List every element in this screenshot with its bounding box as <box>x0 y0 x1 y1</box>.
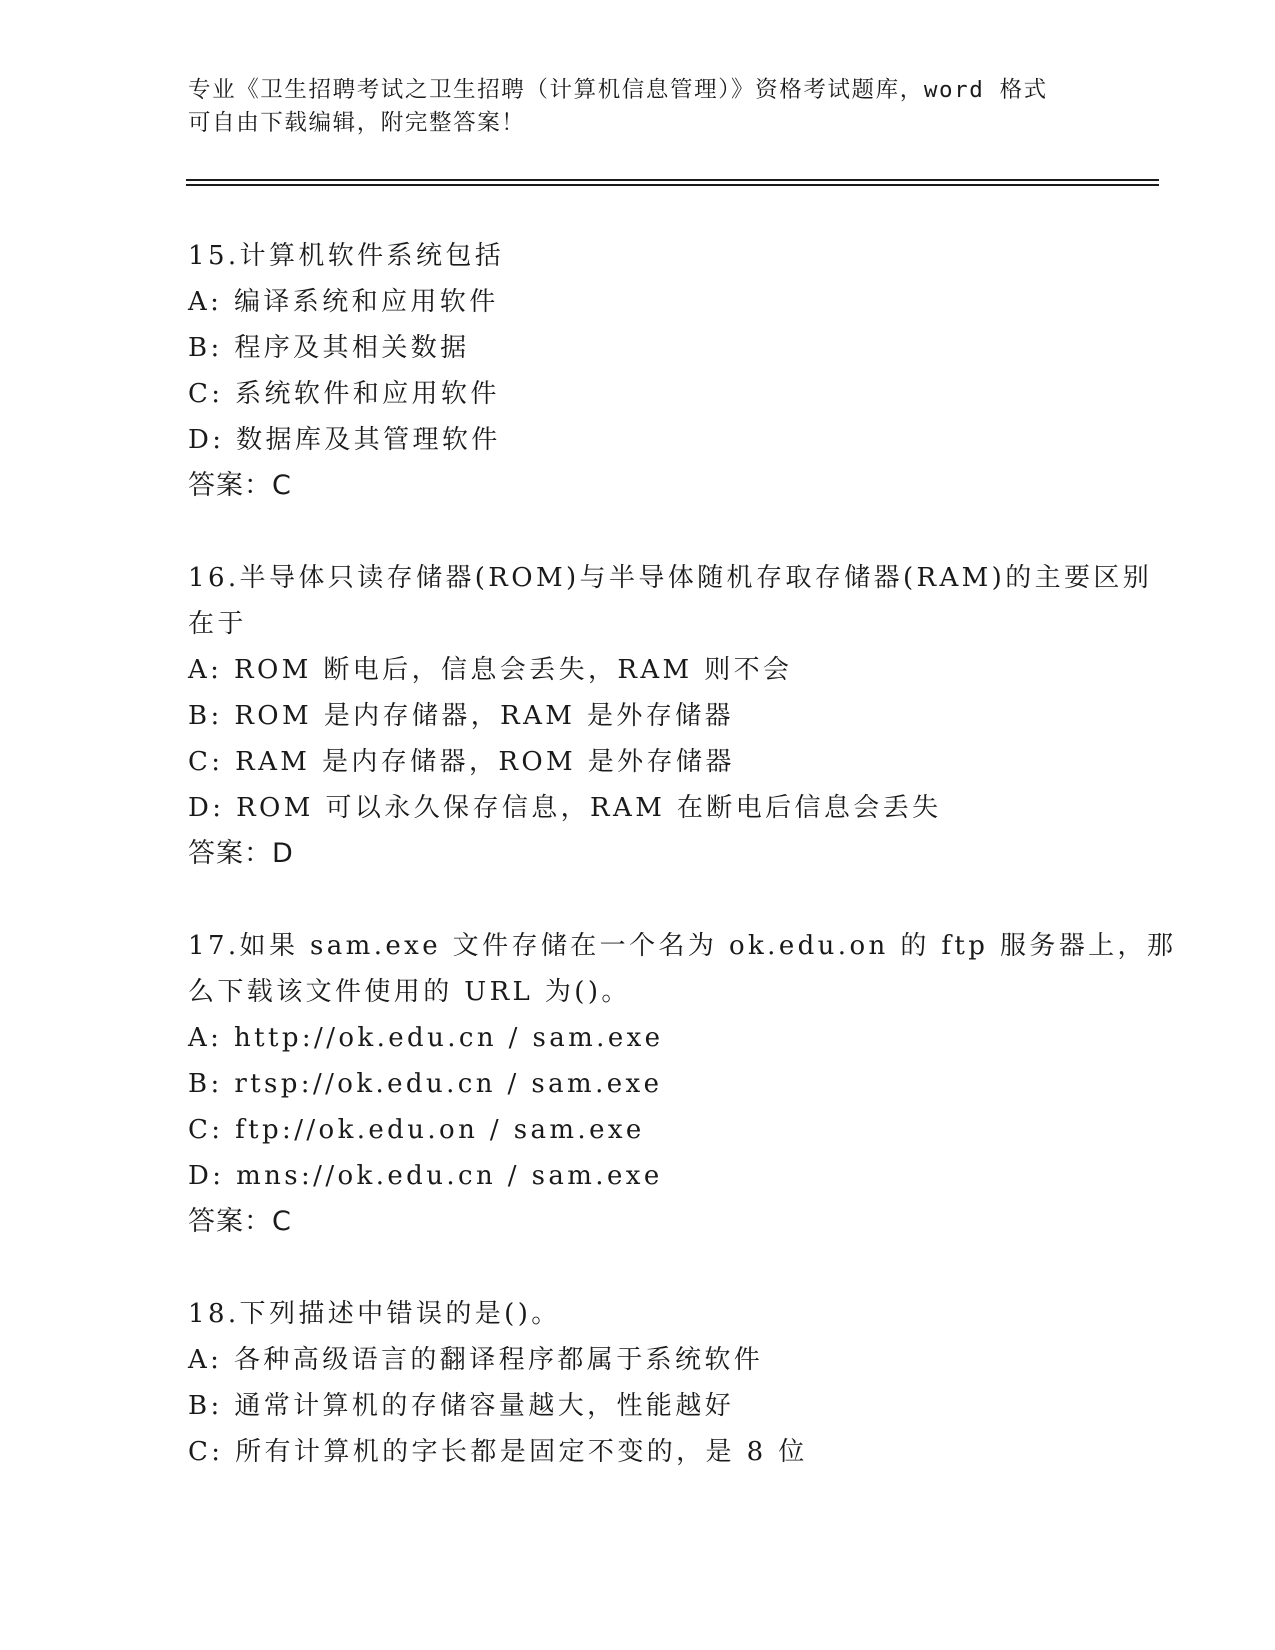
question-17 <box>188 923 1177 1245</box>
document-header <box>188 74 1088 140</box>
option-d: D: mns://ok.edu.cn / sam.exe <box>188 1161 663 1191</box>
question-stem: 16.半导体只读存储器(ROM)与半导体随机存取存储器(RAM)的主要区别 <box>188 563 1153 593</box>
option-c: C: RAM 是内存储器，ROM 是外存储器 <box>188 747 735 777</box>
option-b: B: 通常计算机的存储容量越大，性能越好 <box>188 1391 735 1421</box>
option-b: B: 程序及其相关数据 <box>188 333 470 363</box>
answer-label: 答案：C <box>188 470 292 501</box>
question-18 <box>188 1291 1088 1475</box>
option-d: D: ROM 可以永久保存信息，RAM 在断电后信息会丢失 <box>188 793 942 823</box>
question-16 <box>188 555 1153 877</box>
question-stem: 18.下列描述中错误的是()。 <box>188 1299 561 1329</box>
header-divider-bottom <box>186 184 1159 186</box>
question-stem: 17.如果 sam.exe 文件存储在一个名为 ok.edu.on 的 ftp 服务器上，那 <box>188 931 1177 961</box>
option-a: A: http://ok.edu.cn / sam.exe <box>188 1023 664 1053</box>
option-b: B: ROM 是内存储器，RAM 是外存储器 <box>188 701 734 731</box>
option-a: A: 编译系统和应用软件 <box>188 287 499 317</box>
option-a: A: 各种高级语言的翻译程序都属于系统软件 <box>188 1345 764 1375</box>
question-stem-continued: 么下载该文件使用的 URL 为()。 <box>188 977 631 1007</box>
header-line-1: 专业《卫生招聘考试之卫生招聘（计算机信息管理）》资格考试题库，word 格式 <box>188 77 1048 103</box>
option-d: D: 数据库及其管理软件 <box>188 425 501 455</box>
answer-label: 答案：C <box>188 1206 292 1237</box>
question-stem-continued: 在于 <box>188 609 247 639</box>
option-c: C: 所有计算机的字长都是固定不变的，是 8 位 <box>188 1437 808 1467</box>
header-divider-top <box>186 179 1159 181</box>
header-line-2: 可自由下载编辑，附完整答案！ <box>188 110 526 136</box>
answer-label: 答案：D <box>188 838 294 869</box>
option-c: C: ftp://ok.edu.on / sam.exe <box>188 1115 645 1145</box>
option-c: C: 系统软件和应用软件 <box>188 379 500 409</box>
option-a: A: ROM 断电后，信息会丢失，RAM 则不会 <box>188 655 793 685</box>
question-list <box>188 233 1177 1521</box>
question-stem: 15.计算机软件系统包括 <box>188 241 505 271</box>
option-b: B: rtsp://ok.edu.cn / sam.exe <box>188 1069 663 1099</box>
question-15 <box>188 233 1088 509</box>
